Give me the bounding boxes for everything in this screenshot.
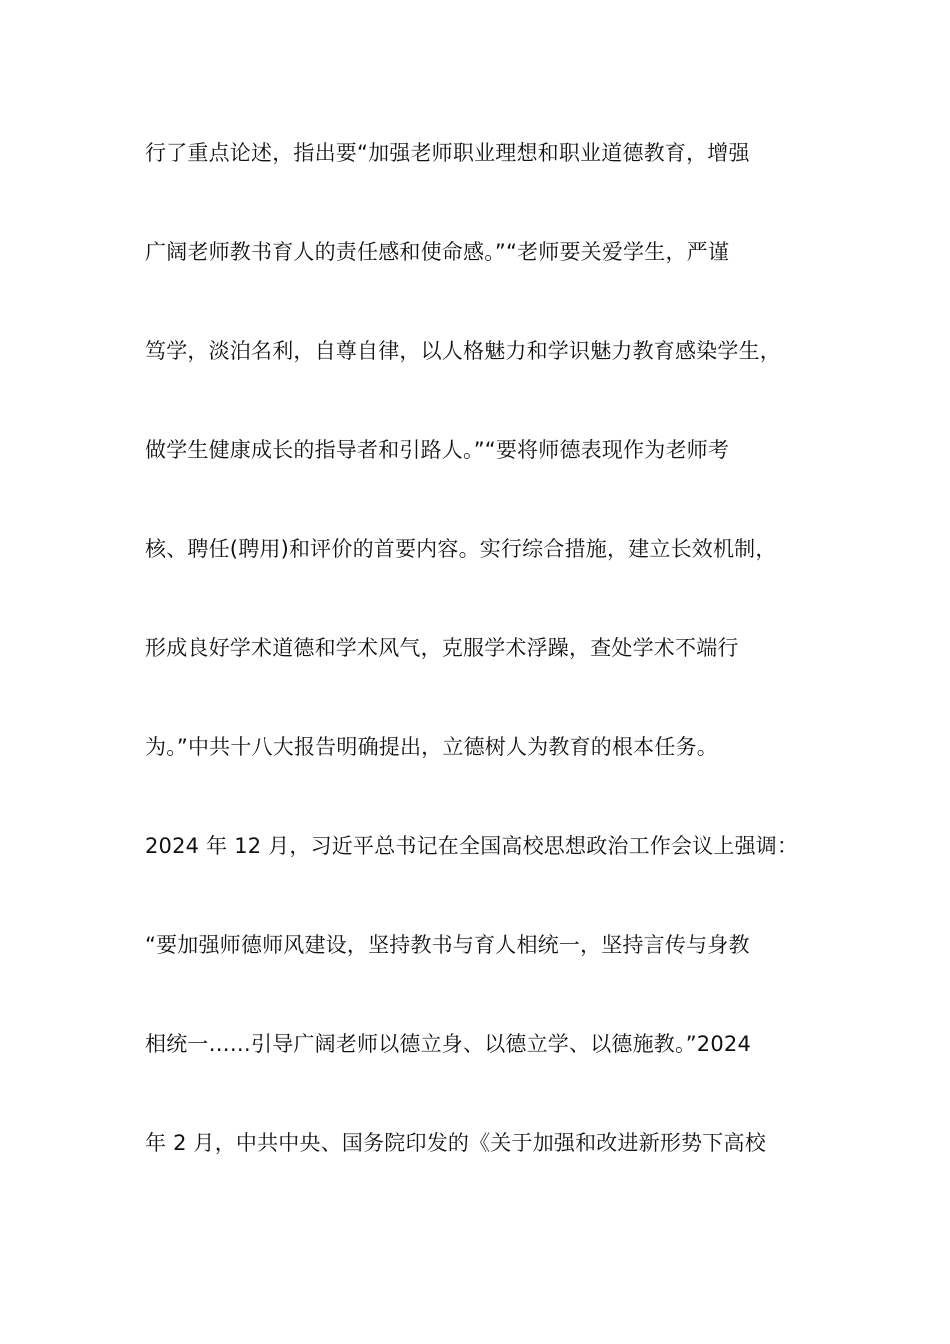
text-line: 广阔老师教书育人的责任感和使命感。”“老师要关爱学生，严谨 — [145, 240, 730, 264]
text-line: 年 2 月，中共中央、国务院印发的《关于加强和改进新形势下高校 — [145, 1131, 766, 1155]
text-line: 行了重点论述，指出要“加强老师职业理想和职业道德教育，增强 — [145, 141, 750, 165]
text-line: 2024 年 12 月，习近平总书记在全国高校思想政治工作会议上强调： — [145, 834, 799, 858]
text-line: 为。”中共十八大报告明确提出，立德树人为教育的根本任务。 — [145, 735, 718, 759]
text-line: 相统一……引导广阔老师以德立身、以德立学、以德施教。”2024 — [145, 1032, 752, 1056]
text-line: “要加强师德师风建设，坚持教书与育人相统一，坚持言传与身教 — [145, 933, 750, 957]
text-line: 形成良好学术道德和学术风气，克服学术浮躁，查处学术不端行 — [145, 636, 739, 660]
body-text — [145, 134, 825, 1223]
text-line: 核、聘任(聘用)和评价的首要内容。实行综合措施，建立长效机制， — [145, 537, 777, 561]
text-line: 笃学，淡泊名利，自尊自律，以人格魅力和学识魅力教育感染学生， — [145, 339, 781, 363]
text-line: 做学生健康成长的指导者和引路人。”“要将师德表现作为老师考 — [145, 438, 730, 462]
